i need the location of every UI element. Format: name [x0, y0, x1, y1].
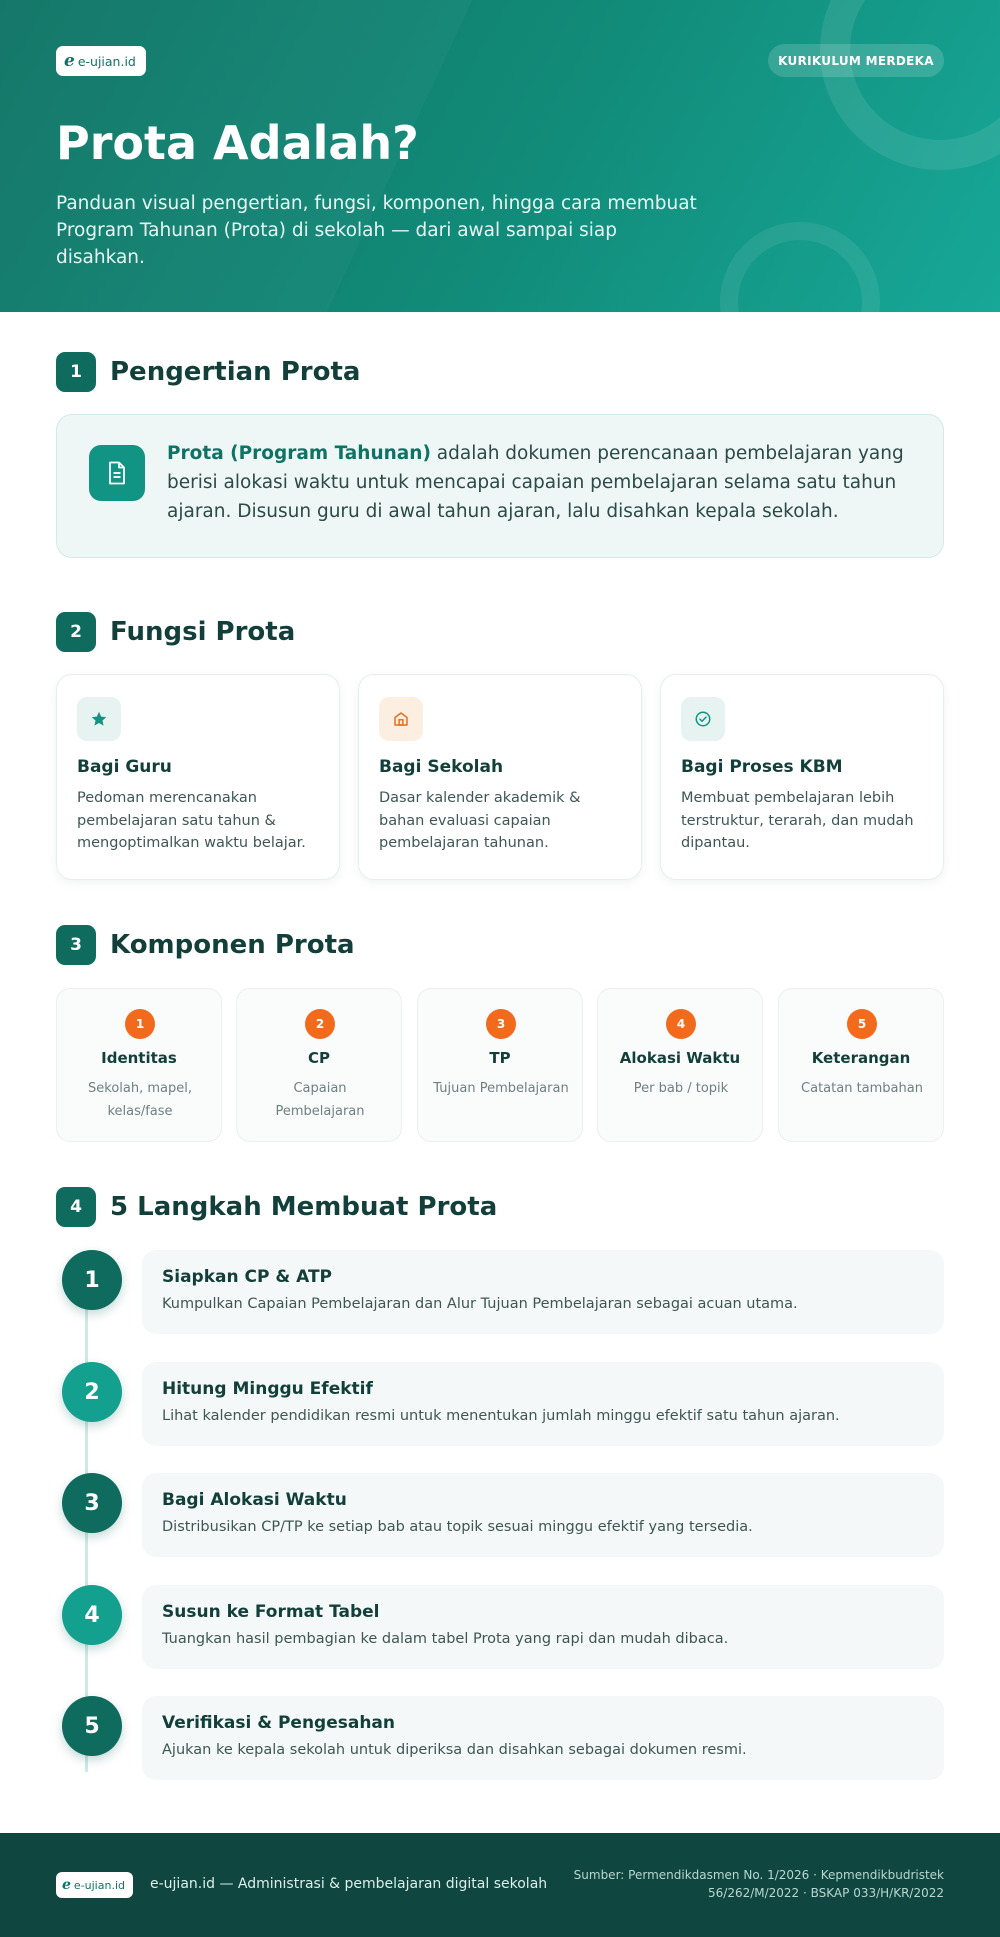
logo-text: e-ujian.id: [73, 1878, 125, 1892]
component-desc: Per bab / topik: [633, 1081, 729, 1096]
component-title: TP: [489, 1049, 511, 1067]
footer: [0, 1833, 1000, 1937]
logo-text: e-ujian.id: [77, 53, 136, 69]
component-title: Alokasi Waktu: [619, 1049, 741, 1067]
step-desc: Distribusikan CP/TP ke setiap bab atau topik sesuai minggu efektif yang tersedia.: [162, 1519, 753, 1535]
component-desc: Capaian Pembelajaran: [275, 1081, 365, 1119]
section-number: 2: [56, 612, 96, 652]
step-title: Bagi Alokasi Waktu: [162, 1490, 347, 1510]
component-title: Identitas: [101, 1049, 177, 1067]
step-desc: Lihat kalender pendidikan resmi untuk menentukan jumlah minggu efektif satu tahun ajaran.: [162, 1408, 840, 1424]
definition-term: Prota (Program Tahunan): [167, 443, 431, 464]
step-card: [142, 1250, 944, 1334]
function-card-school: [358, 674, 642, 880]
hero-banner: [0, 0, 1000, 312]
definition-text: [167, 439, 907, 526]
component-desc: Catatan tambahan: [801, 1081, 923, 1096]
footer-logo[interactable]: [56, 1872, 133, 1898]
document-icon: [89, 445, 145, 501]
brand-logo[interactable]: [56, 46, 146, 76]
step-card: [142, 1696, 944, 1780]
footer-source: [524, 1866, 944, 1902]
step-desc: Kumpulkan Capaian Pembelajaran dan Alur Tujuan Pembelajaran sebagai acuan utama.: [162, 1296, 798, 1312]
section-title: Fungsi Prota: [110, 617, 296, 647]
step-desc: Ajukan ke kepala sekolah untuk diperiksa dan disahkan sebagai dokumen resmi.: [162, 1742, 747, 1758]
section-heading-definition: [56, 352, 360, 392]
section-title: Pengertian Prota: [110, 357, 361, 387]
step-title: Verifikasi & Pengesahan: [162, 1713, 396, 1733]
function-desc: Dasar kalender akademik & bahan evaluasi capaian pembelajaran tahunan.: [379, 790, 581, 851]
function-title: Bagi Sekolah: [379, 757, 504, 777]
component-number: 2: [305, 1009, 335, 1039]
section-heading-components: [56, 925, 355, 965]
function-title: Bagi Proses KBM: [681, 757, 843, 777]
footer-tagline: e-ujian.id — Administrasi & pembelajaran digital sekolah: [150, 1876, 548, 1892]
section-title: Komponen Prota: [110, 930, 355, 960]
function-card-teacher: [56, 674, 340, 880]
component-desc: Sekolah, mapel, kelas/fase: [88, 1081, 192, 1119]
step-card: [142, 1362, 944, 1446]
footer-source-line: 56/262/M/2022 · BSKAP 033/H/KR/2022: [708, 1886, 944, 1900]
section-title: 5 Langkah Membuat Prota: [110, 1192, 498, 1222]
step-number: 4: [62, 1585, 122, 1645]
hero-ring-decoration-small: [720, 222, 880, 312]
component-number: 4: [666, 1009, 696, 1039]
component-desc: Tujuan Pembelajaran: [433, 1081, 569, 1096]
function-desc: Membuat pembelajaran lebih terstruktur, terarah, dan mudah dipantau.: [681, 790, 914, 851]
component-title: Keterangan: [811, 1049, 911, 1067]
curriculum-badge: KURIKULUM MERDEKA: [768, 44, 944, 77]
step-card: [142, 1585, 944, 1669]
function-desc: Pedoman merencanakan pembelajaran satu tahun & mengoptimalkan waktu belajar.: [77, 790, 306, 851]
section-heading-steps: [56, 1187, 497, 1227]
step-desc: Tuangkan hasil pembagian ke dalam tabel Prota yang rapi dan mudah dibaca.: [162, 1631, 729, 1647]
function-title: Bagi Guru: [77, 757, 172, 777]
check-circle-icon: [681, 697, 725, 741]
component-title: CP: [307, 1049, 330, 1067]
component-card: [236, 988, 402, 1142]
section-number: 3: [56, 925, 96, 965]
section-heading-functions: [56, 612, 295, 652]
logo-mark-icon: e: [62, 1877, 71, 1893]
component-card: [597, 988, 763, 1142]
component-card: [417, 988, 583, 1142]
footer-source-line: Sumber: Permendikdasmen No. 1/2026 · Kepmendikbudristek: [573, 1868, 944, 1882]
section-number: 1: [56, 352, 96, 392]
step-title: Hitung Minggu Efektif: [162, 1379, 373, 1399]
step-number: 1: [62, 1250, 122, 1310]
page-title: Prota Adalah?: [56, 116, 419, 170]
component-number: 1: [125, 1009, 155, 1039]
step-number: 5: [62, 1696, 122, 1756]
step-number: 3: [62, 1473, 122, 1533]
school-icon: [379, 697, 423, 741]
star-icon: [77, 697, 121, 741]
step-title: Siapkan CP & ATP: [162, 1267, 332, 1287]
step-number: 2: [62, 1362, 122, 1422]
component-card: [56, 988, 222, 1142]
step-title: Susun ke Format Tabel: [162, 1602, 380, 1622]
definition-card: [56, 414, 944, 558]
component-card: [778, 988, 944, 1142]
step-card: [142, 1473, 944, 1557]
page-subtitle: Panduan visual pengertian, fungsi, komponen, hingga cara membuat Program Tahunan (Prota) di sekolah — dari awal sampai siap disahkan.: [56, 193, 697, 268]
section-number: 4: [56, 1187, 96, 1227]
logo-mark-icon: e: [64, 51, 75, 71]
definition-body: adalah dokumen perencanaan pembelajaran yang berisi alokasi waktu untuk mencapai capaian pembelajaran selama satu tahun ajaran. Disusun guru di awal tahun ajaran, lalu disahkan kepala sekolah.: [167, 443, 904, 522]
component-number: 3: [486, 1009, 516, 1039]
function-card-kbm: [660, 674, 944, 880]
component-number: 5: [847, 1009, 877, 1039]
hero-ring-decoration: [820, 0, 1000, 170]
